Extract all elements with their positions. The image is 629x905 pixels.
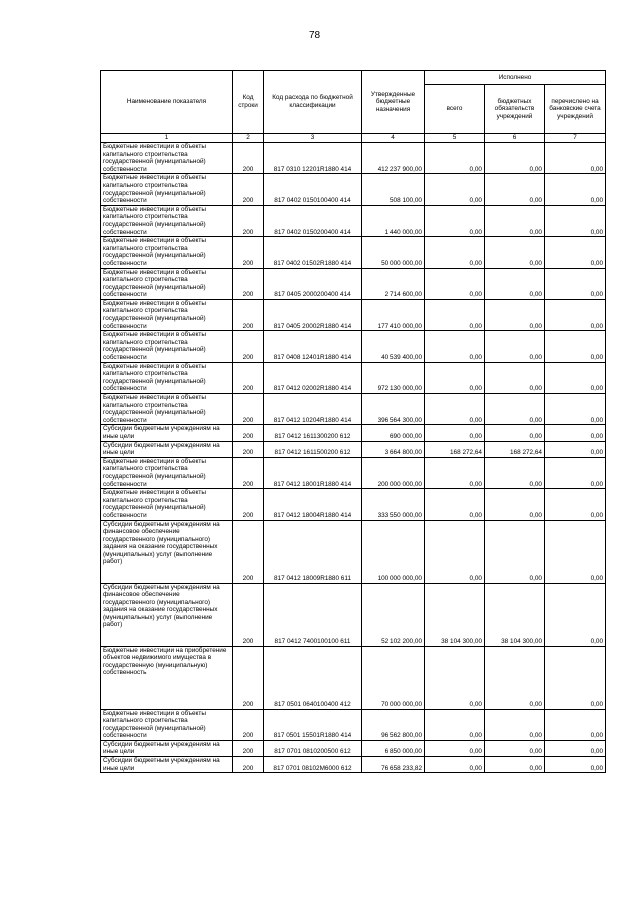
header-total: всего [425,85,485,134]
approved-amount-cell: 2 714 600,00 [362,268,425,299]
executed-total-cell: 0,00 [425,425,485,441]
indicator-name-cell: Субсидии бюджетным учреждениям на иные цели [101,757,233,773]
table-row [101,646,606,709]
budget-code-cell: 817 0405 20002R1880 414 [264,299,362,330]
indicator-name-cell: Субсидии бюджетным учреждениям на финансовое обеспечение государственного (муниципального) задания на оказание государственных (муниципальных) услуг (выполнение работ) [101,520,233,583]
table-row [101,394,606,425]
indicator-name-cell: Субсидии бюджетным учреждениям на иные цели [101,740,233,756]
table-row [101,205,606,236]
approved-amount-cell: 396 564 300,00 [362,394,425,425]
approved-amount-cell: 690 000,00 [362,425,425,441]
approved-amount-cell: 972 130 000,00 [362,362,425,393]
line-code-cell: 200 [233,237,264,268]
table-body [101,143,606,773]
transferred-cell: 0,00 [545,143,606,174]
transferred-cell: 0,00 [545,740,606,756]
line-code-cell: 200 [233,174,264,205]
table-row [101,740,606,756]
executed-total-cell: 38 104 300,00 [425,583,485,646]
budget-code-cell: 817 0701 0810200500 612 [264,740,362,756]
budget-code-cell: 817 0501 0640100400 412 [264,646,362,709]
obligations-cell: 0,00 [485,394,545,425]
executed-total-cell: 0,00 [425,174,485,205]
transferred-cell: 0,00 [545,268,606,299]
indicator-name-cell: Бюджетные инвестиции в объекты капитального строительства государственной (муниципальной) собственности [101,362,233,393]
approved-amount-cell: 333 550 000,00 [362,489,425,520]
indicator-name-cell: Бюджетные инвестиции в объекты капитального строительства государственной (муниципальной) собственности [101,394,233,425]
indicator-name-cell: Бюджетные инвестиции в объекты капитального строительства государственной (муниципальной) собственности [101,205,233,236]
budget-code-cell: 817 0412 1611300200 612 [264,425,362,441]
indicator-name-cell: Бюджетные инвестиции в объекты капитального строительства государственной (муниципальной) собственности [101,709,233,740]
transferred-cell: 0,00 [545,394,606,425]
obligations-cell: 0,00 [485,489,545,520]
executed-total-cell: 0,00 [425,489,485,520]
table-row [101,268,606,299]
line-code-cell: 200 [233,299,264,330]
budget-code-cell: 817 0310 12201R1880 414 [264,143,362,174]
indicator-name-cell: Бюджетные инвестиции в объекты капитального строительства государственной (муниципальной) собственности [101,489,233,520]
table-row [101,425,606,441]
transferred-cell: 0,00 [545,457,606,488]
table-row [101,174,606,205]
header-line-code: Код строки [233,71,264,134]
transferred-cell: 0,00 [545,425,606,441]
budget-code-cell: 817 0402 0150200400 414 [264,205,362,236]
obligations-cell: 0,00 [485,520,545,583]
approved-amount-cell: 412 237 900,00 [362,143,425,174]
approved-amount-cell: 52 102 200,00 [362,583,425,646]
budget-code-cell: 817 0405 2000200400 414 [264,268,362,299]
budget-code-cell: 817 0412 18004R1880 414 [264,489,362,520]
approved-amount-cell: 96 562 800,00 [362,709,425,740]
page-number: 78 [308,30,321,41]
obligations-cell: 0,00 [485,174,545,205]
budget-code-cell: 817 0402 0150100400 414 [264,174,362,205]
transferred-cell: 0,00 [545,489,606,520]
budget-code-cell: 817 0408 12401R1880 414 [264,331,362,362]
transferred-cell: 0,00 [545,237,606,268]
indicator-name-cell: Субсидии бюджетным учреждениям на иные цели [101,441,233,457]
header-name: Наименование показателя [101,71,233,134]
executed-total-cell: 0,00 [425,520,485,583]
approved-amount-cell: 177 410 000,00 [362,299,425,330]
column-number: 2 [233,134,264,143]
header-executed: Исполнено [425,71,606,85]
executed-total-cell: 0,00 [425,394,485,425]
budget-code-cell: 817 0402 01502R1880 414 [264,237,362,268]
transferred-cell: 0,00 [545,646,606,709]
executed-total-cell: 0,00 [425,646,485,709]
indicator-name-cell: Бюджетные инвестиции в объекты капитального строительства государственной (муниципальной) собственности [101,331,233,362]
approved-amount-cell: 70 000 000,00 [362,646,425,709]
executed-total-cell: 0,00 [425,237,485,268]
obligations-cell: 38 104 300,00 [485,583,545,646]
line-code-cell: 200 [233,583,264,646]
table-row [101,457,606,488]
obligations-cell: 0,00 [485,709,545,740]
table-row [101,757,606,773]
header-approved: Утвержденные бюджетные назначения [362,71,425,134]
line-code-cell: 200 [233,331,264,362]
obligations-cell: 0,00 [485,143,545,174]
approved-amount-cell: 76 658 233,82 [362,757,425,773]
line-code-cell: 200 [233,489,264,520]
approved-amount-cell: 40 539 400,00 [362,331,425,362]
table-row [101,489,606,520]
table-row [101,237,606,268]
executed-total-cell: 0,00 [425,143,485,174]
line-code-cell: 200 [233,143,264,174]
indicator-name-cell: Субсидии бюджетным учреждениям на иные цели [101,425,233,441]
executed-total-cell: 0,00 [425,457,485,488]
column-number: 7 [545,134,606,143]
indicator-name-cell: Бюджетные инвестиции в объекты капитального строительства государственной (муниципальной) собственности [101,457,233,488]
obligations-cell: 0,00 [485,740,545,756]
transferred-cell: 0,00 [545,174,606,205]
executed-total-cell: 0,00 [425,299,485,330]
indicator-name-cell: Бюджетные инвестиции в объекты капитального строительства государственной (муниципальной) собственности [101,174,233,205]
transferred-cell: 0,00 [545,205,606,236]
executed-total-cell: 0,00 [425,757,485,773]
approved-amount-cell: 200 000 000,00 [362,457,425,488]
table-row [101,143,606,174]
obligations-cell: 0,00 [485,757,545,773]
budget-code-cell: 817 0412 1611500200 612 [264,441,362,457]
transferred-cell: 0,00 [545,583,606,646]
line-code-cell: 200 [233,362,264,393]
line-code-cell: 200 [233,520,264,583]
indicator-name-cell: Бюджетные инвестиции в объекты капитального строительства государственной (муниципальной) собственности [101,237,233,268]
approved-amount-cell: 508 100,00 [362,174,425,205]
column-number: 5 [425,134,485,143]
indicator-name-cell: Бюджетные инвестиции на приобретение объектов недвижимого имущества в государственную (муниципальную) собственность [101,646,233,709]
budget-execution-table [100,70,606,773]
budget-code-cell: 817 0501 15501R1880 414 [264,709,362,740]
approved-amount-cell: 3 664 800,00 [362,441,425,457]
transferred-cell: 0,00 [545,757,606,773]
executed-total-cell: 0,00 [425,205,485,236]
line-code-cell: 200 [233,394,264,425]
table-row [101,299,606,330]
transferred-cell: 0,00 [545,441,606,457]
obligations-cell: 0,00 [485,457,545,488]
obligations-cell: 0,00 [485,362,545,393]
line-code-cell: 200 [233,709,264,740]
table-row [101,331,606,362]
executed-total-cell: 0,00 [425,268,485,299]
table-row [101,520,606,583]
header-budget-code: Код расхода по бюджетной классификации [264,71,362,134]
transferred-cell: 0,00 [545,331,606,362]
budget-code-cell: 817 0412 10204R1880 414 [264,394,362,425]
obligations-cell: 0,00 [485,646,545,709]
line-code-cell: 200 [233,757,264,773]
executed-total-cell: 0,00 [425,331,485,362]
header-obligations: бюджетных обязательств учреждений [485,85,545,134]
header-transferred: перечислено на банковские счета учреждений [545,85,606,134]
obligations-cell: 0,00 [485,299,545,330]
line-code-cell: 200 [233,740,264,756]
line-code-cell: 200 [233,457,264,488]
column-number: 1 [101,134,233,143]
table-row [101,709,606,740]
table-row [101,441,606,457]
budget-code-cell: 817 0412 18009R1880 611 [264,520,362,583]
obligations-cell: 0,00 [485,425,545,441]
approved-amount-cell: 100 000 000,00 [362,520,425,583]
budget-code-cell: 817 0412 02002R1880 414 [264,362,362,393]
table-row [101,583,606,646]
approved-amount-cell: 50 000 000,00 [362,237,425,268]
line-code-cell: 200 [233,425,264,441]
indicator-name-cell: Бюджетные инвестиции в объекты капитального строительства государственной (муниципальной) собственности [101,268,233,299]
transferred-cell: 0,00 [545,520,606,583]
budget-code-cell: 817 0412 7400100100 611 [264,583,362,646]
indicator-name-cell: Субсидии бюджетным учреждениям на финансовое обеспечение государственного (муниципального) задания на оказание государственных (муниципальных) услуг (выполнение работ) [101,583,233,646]
line-code-cell: 200 [233,205,264,236]
obligations-cell: 168 272,64 [485,441,545,457]
obligations-cell: 0,00 [485,331,545,362]
approved-amount-cell: 1 440 000,00 [362,205,425,236]
table-row [101,362,606,393]
obligations-cell: 0,00 [485,205,545,236]
column-number-row [101,134,606,143]
transferred-cell: 0,00 [545,362,606,393]
indicator-name-cell: Бюджетные инвестиции в объекты капитального строительства государственной (муниципальной) собственности [101,299,233,330]
executed-total-cell: 168 272,64 [425,441,485,457]
column-number: 6 [485,134,545,143]
indicator-name-cell: Бюджетные инвестиции в объекты капитального строительства государственной (муниципальной) собственности [101,143,233,174]
obligations-cell: 0,00 [485,268,545,299]
budget-code-cell: 817 0412 18001R1880 414 [264,457,362,488]
transferred-cell: 0,00 [545,299,606,330]
executed-total-cell: 0,00 [425,740,485,756]
line-code-cell: 200 [233,646,264,709]
column-number: 4 [362,134,425,143]
column-number: 3 [264,134,362,143]
line-code-cell: 200 [233,268,264,299]
approved-amount-cell: 6 850 000,00 [362,740,425,756]
executed-total-cell: 0,00 [425,709,485,740]
obligations-cell: 0,00 [485,237,545,268]
transferred-cell: 0,00 [545,709,606,740]
line-code-cell: 200 [233,441,264,457]
budget-code-cell: 817 0701 08102M6000 612 [264,757,362,773]
executed-total-cell: 0,00 [425,362,485,393]
